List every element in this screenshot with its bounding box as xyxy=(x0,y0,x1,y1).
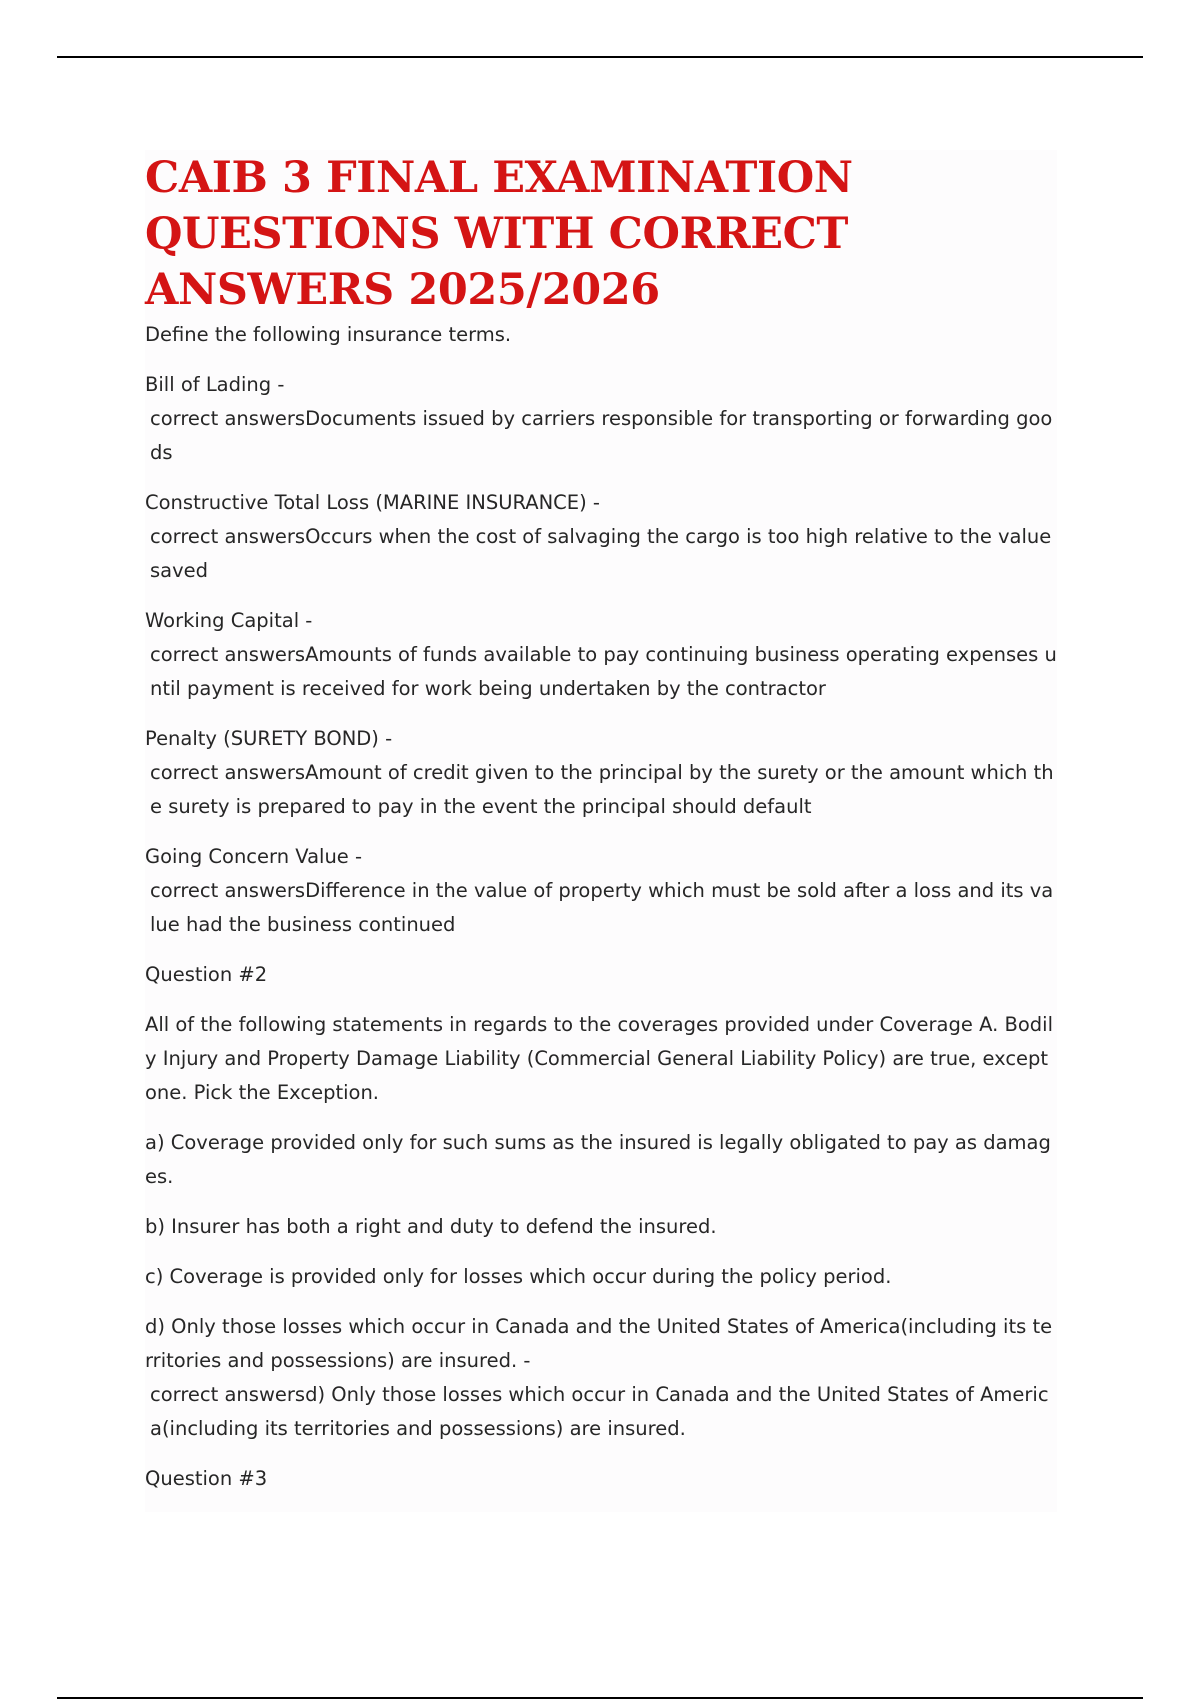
term-answer: correct answersAmounts of funds available to pay continuing business operating expenses until payment is received for work being undertaken by the contractor xyxy=(150,643,1057,700)
top-rule xyxy=(57,56,1143,58)
question-2-answer: correct answersd) Only those losses which occur in Canada and the United States of America(including its territories and possessions) are insured. xyxy=(150,1383,1049,1440)
term-label: Working Capital - xyxy=(145,609,313,632)
document-title: CAIB 3 FINAL EXAMINATION QUESTIONS WITH CORRECT ANSWERS 2025/2026 xyxy=(145,153,853,315)
question-3-heading: Question #3 xyxy=(145,1467,268,1490)
term-answer: correct answersAmount of credit given to the principal by the surety or the amount which the surety is prepared to pay in the event the principal should default xyxy=(150,761,1054,818)
intro-text: Define the following insurance terms. xyxy=(145,323,512,346)
term-item xyxy=(145,604,1057,706)
term-answer: correct answersDifference in the value of property which must be sold after a loss and its value had the business continued xyxy=(150,879,1054,936)
term-item xyxy=(145,368,1057,470)
term-item xyxy=(145,722,1057,824)
term-item xyxy=(145,840,1057,942)
term-label: Constructive Total Loss (MARINE INSURANCE) - xyxy=(145,491,600,514)
term-label: Going Concern Value - xyxy=(145,845,363,868)
term-label: Bill of Lading - xyxy=(145,373,285,396)
question-2-option-d: d) Only those losses which occur in Canada and the United States of America(including its territories and possessions) are insured. - xyxy=(145,1315,1053,1372)
question-2-option-b: b) Insurer has both a right and duty to defend the insured. xyxy=(145,1215,717,1238)
question-2-option-d-block xyxy=(145,1310,1057,1446)
question-2-heading: Question #2 xyxy=(145,963,268,986)
bottom-rule xyxy=(57,1697,1143,1699)
question-2-stem: All of the following statements in regards to the coverages provided under Coverage A. Bodily Injury and Property Damage Liability (Commercial General Liability Policy) are true, except one. Pick the Exception. xyxy=(145,1013,1053,1104)
term-label: Penalty (SURETY BOND) - xyxy=(145,727,393,750)
question-2-option-a: a) Coverage provided only for such sums as the insured is legally obligated to pay as damages. xyxy=(145,1131,1051,1188)
document-page xyxy=(145,150,1057,1512)
term-answer: correct answersDocuments issued by carriers responsible for transporting or forwarding goods xyxy=(150,407,1053,464)
question-2-option-c: c) Coverage is provided only for losses which occur during the policy period. xyxy=(145,1265,892,1288)
term-answer: correct answersOccurs when the cost of salvaging the cargo is too high relative to the value saved xyxy=(150,525,1052,582)
term-item xyxy=(145,486,1057,588)
